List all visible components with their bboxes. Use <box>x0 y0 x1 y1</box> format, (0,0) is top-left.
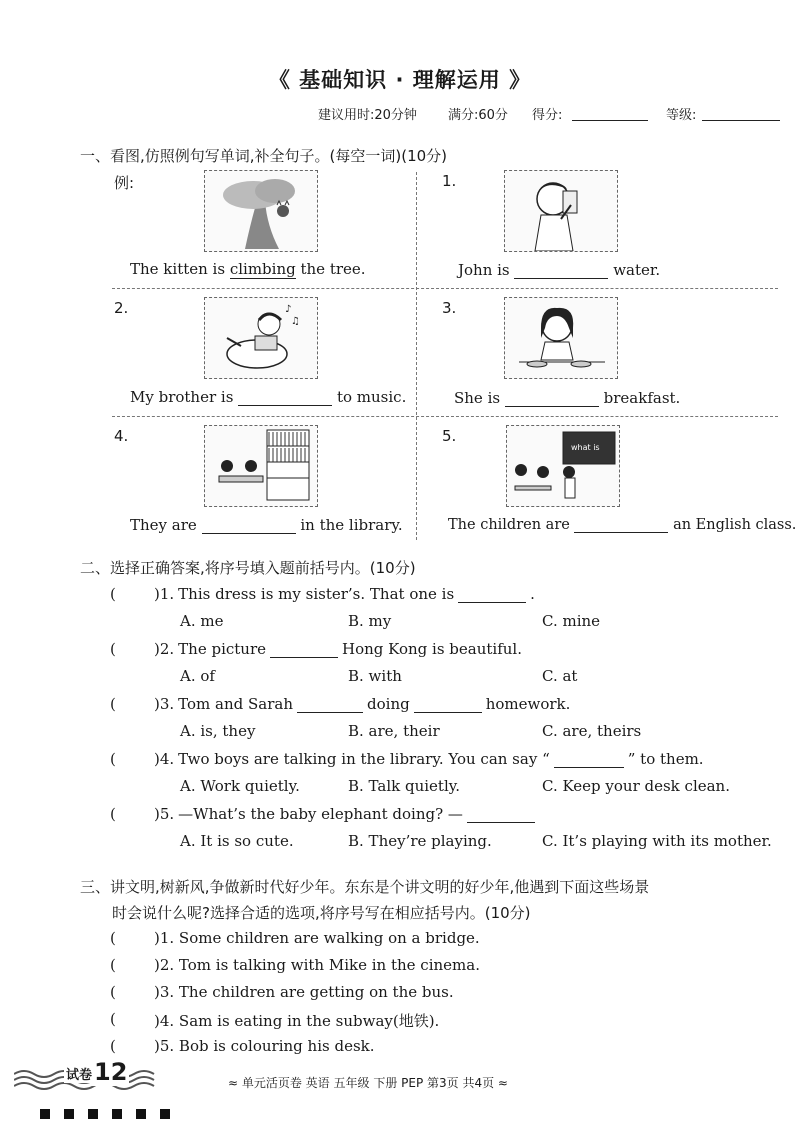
grid-divider-row1 <box>112 288 778 289</box>
mark-square <box>64 1109 74 1119</box>
question-number: )3. <box>154 695 175 713</box>
footer-info: ≈ 单元活页卷 英语 五年级 下册 PEP 第3页 共4页 ≈ <box>228 1076 508 1090</box>
question-stem: Two boys are talking in the library. You can say “ <box>178 750 550 768</box>
picture-kitten-climbing-tree <box>204 170 318 252</box>
section1-heading: 一、看图,仿照例句写单词,补全句子。(每空一词)(10分) <box>80 147 448 165</box>
grid-divider-row2 <box>112 416 778 417</box>
picture-boy-drinking <box>504 170 618 252</box>
question-stem: ” to them. <box>627 750 704 768</box>
section3-heading-line1: 三、讲文明,树新风,争做新时代好少年。东东是个讲文明的好少年,他遇到下面这些场景 <box>80 878 650 896</box>
item3-sentence: She is breakfast. <box>454 389 681 407</box>
question-5 <box>110 805 539 823</box>
answer-paren-open[interactable]: ( <box>110 983 116 1001</box>
score-label: 得分: <box>532 108 563 123</box>
option-b: B. with <box>348 667 402 685</box>
question-1 <box>110 585 535 603</box>
question-3 <box>110 695 570 713</box>
answer-blank[interactable] <box>270 643 338 658</box>
mark-square <box>136 1109 146 1119</box>
item2-blank[interactable] <box>238 391 332 406</box>
option-a: A. It is so cute. <box>180 832 294 850</box>
picture-girl-breakfast <box>504 297 618 379</box>
answer-paren-open[interactable]: ( <box>110 929 116 947</box>
option-c: C. Keep your desk clean. <box>542 777 730 795</box>
item4-sentence: They are in the library. <box>130 516 403 534</box>
option-a: A. Work quietly. <box>180 777 300 795</box>
option-a: A. of <box>180 667 215 685</box>
mark-square <box>40 1109 50 1119</box>
question-stem: doing <box>367 695 410 713</box>
item1-number: 1. <box>442 172 457 190</box>
question-4 <box>110 750 704 768</box>
mark-square <box>112 1109 122 1119</box>
registration-marks <box>40 1104 170 1123</box>
item4-blank[interactable] <box>202 519 296 534</box>
score-blank[interactable] <box>572 104 648 121</box>
section2-heading: 二、选择正确答案,将序号填入题前括号内。(10分) <box>80 559 416 577</box>
question-2 <box>110 640 522 658</box>
grade-blank[interactable] <box>702 104 780 121</box>
item4-number: 4. <box>114 427 129 445</box>
mark-square <box>88 1109 98 1119</box>
answer-blank[interactable] <box>414 698 482 713</box>
question-number: )1. <box>154 585 175 603</box>
answer-blank[interactable] <box>467 808 535 823</box>
option-c: C. mine <box>542 612 601 630</box>
section-title: 《 基础知识 · 理解运用 》 <box>268 68 532 92</box>
item3-blank[interactable] <box>505 392 599 407</box>
option-c: C. at <box>542 667 578 685</box>
question-stem: The picture <box>178 640 267 658</box>
scenario-item: )3. The children are getting on the bus. <box>154 983 454 1001</box>
answer-paren-open[interactable]: ( <box>110 695 116 713</box>
item3-number: 3. <box>442 299 457 317</box>
answer-paren-open[interactable]: ( <box>110 1037 116 1055</box>
scenario-item: )1. Some children are walking on a bridge. <box>154 929 480 947</box>
question-stem: Hong Kong is beautiful. <box>342 640 522 658</box>
example-answer: climbing <box>229 260 296 278</box>
scenario-item: )2. Tom is talking with Mike in the cinema. <box>154 956 480 974</box>
svg-text:♫: ♫ <box>291 316 300 327</box>
section3-heading-line2: 时会说什么呢?选择合适的选项,将序号写在相应括号内。(10分) <box>112 904 531 922</box>
picture-children-library <box>204 425 318 507</box>
item2-sentence: My brother is to music. <box>130 388 407 406</box>
answer-paren-open[interactable]: ( <box>110 640 116 658</box>
example-label: 例: <box>114 174 135 192</box>
question-stem: This dress is my sister’s. That one is <box>178 585 455 603</box>
option-b: B. my <box>348 612 392 630</box>
option-b: B. Talk quietly. <box>348 777 461 795</box>
question-stem: homework. <box>485 695 571 713</box>
option-c: C. It’s playing with its mother. <box>542 832 772 850</box>
option-a: A. is, they <box>180 722 256 740</box>
blackboard-text: what is <box>571 443 600 452</box>
question-stem: —What’s the baby elephant doing? — <box>178 805 463 823</box>
question-number: )5. <box>154 805 175 823</box>
item5-number: 5. <box>442 427 457 445</box>
grid-divider-vertical <box>416 172 417 540</box>
item5-sentence: The children are an English class. <box>448 517 797 533</box>
option-a: A. me <box>180 612 224 630</box>
answer-paren-open[interactable]: ( <box>110 585 116 603</box>
question-number: )2. <box>154 640 175 658</box>
paper-label: 试卷 <box>64 1064 94 1083</box>
svg-text:♪: ♪ <box>285 304 292 315</box>
answer-paren-open[interactable]: ( <box>110 956 116 974</box>
scenario-item: )4. Sam is eating in the subway(地铁). <box>154 1012 440 1030</box>
answer-blank[interactable] <box>297 698 363 713</box>
answer-blank[interactable] <box>458 588 526 603</box>
answer-paren-open[interactable]: ( <box>110 805 116 823</box>
question-stem: . <box>530 585 535 603</box>
question-stem: Tom and Sarah <box>178 695 294 713</box>
full-score: 满分:60分 <box>448 108 508 123</box>
answer-paren-open[interactable]: ( <box>110 750 116 768</box>
option-c: C. are, theirs <box>542 722 642 740</box>
example-sentence: The kitten is climbing the tree. <box>130 260 366 278</box>
item1-blank[interactable] <box>514 264 608 279</box>
picture-english-class <box>506 425 620 507</box>
grade-label: 等级: <box>666 108 697 123</box>
item2-number: 2. <box>114 299 129 317</box>
option-b: B. They’re playing. <box>348 832 492 850</box>
paper-number: 12 <box>94 1058 128 1086</box>
picture-boy-listening-music <box>204 297 318 379</box>
scenario-item: )5. Bob is colouring his desk. <box>154 1037 375 1055</box>
mark-square <box>160 1109 170 1119</box>
item1-sentence: John is water. <box>458 261 661 279</box>
answer-paren-open[interactable]: ( <box>110 1010 116 1028</box>
answer-blank[interactable] <box>554 753 624 768</box>
item5-blank[interactable] <box>574 518 668 533</box>
suggested-time: 建议用时:20分钟 <box>318 108 417 123</box>
question-number: )4. <box>154 750 175 768</box>
option-b: B. are, their <box>348 722 440 740</box>
